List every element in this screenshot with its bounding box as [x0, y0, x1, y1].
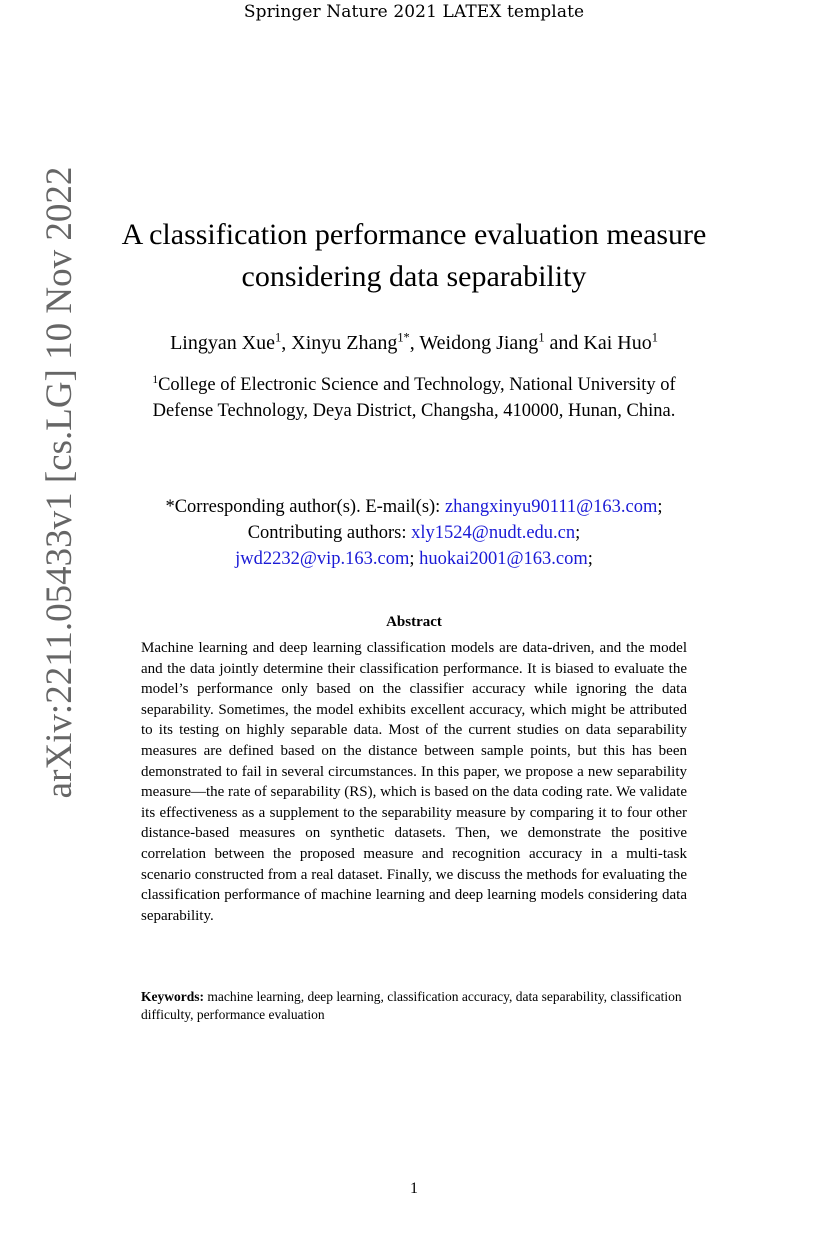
author: Xinyu Zhang$^{1*}$,	[291, 330, 420, 354]
contributing-email-link[interactable]: xly1524@nudt.edu.cn	[411, 523, 576, 543]
contributing-label: Contributing authors:	[247, 523, 412, 543]
paper-title: A classification performance evaluation measure considering data separability	[121, 218, 707, 293]
arxiv-identifier: arXiv:2211.05433v1 [cs.LG] 10 Nov 2022	[39, 166, 80, 799]
affiliation-text: College of Electronic Science and Technology, National University of Defense Technology, Deya District, Changsha, 410000, Hunan, China.	[152, 375, 676, 421]
contributing-email-link[interactable]: huokai2001@163.com	[419, 549, 588, 569]
author: Lingyan Xue$^1$,	[170, 330, 292, 354]
author: Weidong Jiang$^1$ and	[419, 330, 584, 354]
corresponding-email-link[interactable]: zhangxinyu90111@163.com	[444, 497, 658, 517]
affiliation	[140, 372, 688, 424]
keywords	[141, 988, 687, 1024]
contributing-email-link[interactable]: jwd2232@vip.163.com	[235, 549, 410, 569]
abstract-heading: Abstract	[386, 614, 442, 630]
author-list	[0, 332, 828, 355]
running-head: Springer Nature 2021 LATEX template	[243, 2, 585, 22]
author: Kai Huo$^1$	[583, 330, 658, 354]
page-number: 1	[410, 1180, 418, 1197]
corresponding-label: *Corresponding author(s). E-mail(s):	[165, 497, 445, 517]
abstract-body: Machine learning and deep learning classification models are data-driven, and the model and the data jointly determine their classification performance. It is biased to evaluate the model’s performance only based on the classifier accuracy while ignoring the data separability. Sometimes, the model exhibits excellent accuracy, which might be attributed to its testing on highly separable data. Most of the current studies on data separability measures are defined based on the distance between sample points, but this has been demonstrated to fail in several circumstances. In this paper, we propose a new separability measure—the rate of separability (RS), which is based on the data coding rate. We validate its effectiveness as a supplement to the separability measure by comparing it to four other distance-based measures on synthetic datasets. Then, we demonstrate the positive correlation between the proposed measure and recognition accuracy in a multi-task scenario constructed from a real dataset. Finally, we discuss the methods for evaluating the classification performance of machine learning and deep learning models considering data separability.	[141, 640, 687, 924]
affiliation-marker: 1	[152, 373, 159, 386]
keywords-label: Keywords:	[141, 989, 204, 1004]
keywords-text: machine learning, deep learning, classification accuracy, data separability, classification difficulty, performance evaluation	[141, 989, 682, 1022]
contact-block: *Corresponding author(s). E-mail(s): zhangxinyu90111@163.com; Contributing authors: xly1524@nudt.edu.cn; jwd2232@vip.163.com; huokai2001@163.com;	[165, 497, 663, 569]
